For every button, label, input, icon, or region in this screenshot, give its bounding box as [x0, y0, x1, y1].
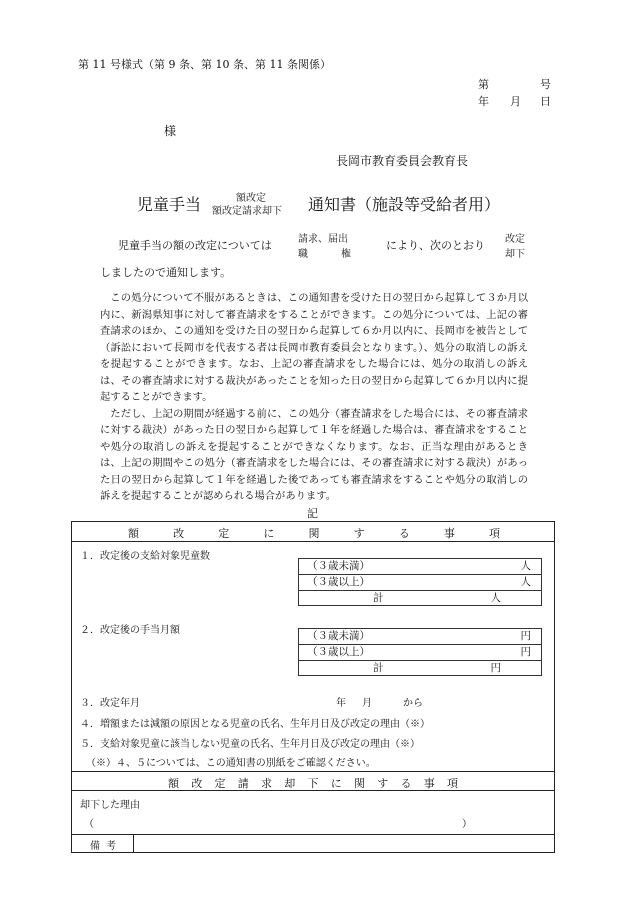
intro-tail: しましたので通知します。	[100, 266, 232, 279]
item3-label: ３．改定年月	[80, 698, 140, 709]
total-unit: 円	[490, 662, 501, 674]
row-label: （３歳以上）	[307, 576, 370, 588]
row-unit: 円	[520, 630, 531, 642]
row-unit: 人	[520, 560, 531, 572]
intro-result-bottom: 却下	[505, 249, 525, 260]
date-month: 月	[510, 95, 521, 108]
intro-lead: 児童手当の額の改定については	[118, 239, 272, 252]
table-row	[299, 629, 541, 645]
divider	[71, 541, 555, 542]
rejection-reason-label: 却下した理由	[80, 800, 140, 811]
paren-close: ）	[462, 819, 472, 830]
title-option-bottom: 額改定請求却下	[212, 206, 282, 217]
item3-month: 月	[362, 698, 372, 709]
intro-reason-bottom-right: 権	[341, 249, 351, 260]
row-label: （３歳以上）	[307, 646, 370, 658]
title-suffix: 通知書（施設等受給者用）	[308, 195, 501, 214]
intro-reason-top: 請求、届出	[298, 234, 348, 245]
intro-reason-bottom-left: 職	[298, 249, 308, 260]
table-row	[299, 661, 541, 677]
date-day: 日	[540, 95, 551, 108]
issuer: 長岡市教育委員会教育長	[336, 154, 469, 168]
row-label: （３歳未満）	[307, 560, 370, 572]
monthly-allowance-box	[298, 628, 542, 676]
title-option-top: 額改定	[236, 193, 266, 204]
form-number: 第 11 号様式（第 9 条、第 10 条、第 11 条関係）	[78, 58, 331, 71]
item3-from: から	[403, 698, 423, 709]
doc-number-suffix: 号	[540, 78, 551, 91]
ki-label: 記	[307, 507, 318, 520]
table-row	[299, 559, 541, 575]
table-row	[299, 591, 541, 607]
intro-middle: により、次のとおり	[386, 239, 485, 252]
child-count-box	[298, 558, 542, 606]
row-label: （３歳未満）	[307, 630, 370, 642]
appeal-paragraph: ただし、上記の期間が経過する前に、この処分（審査請求をした場合には、その審査請求に対する裁決）があった日の翌日から起算して１年を経過した場合は、審査請求をすることや処分の取消しの訴えを提起することができなくなります。なお、正当な理由があるときは、上記の期間やこの処分（審査請求をした場合には、その審査請求に対する裁決）があった日の翌日から起算して１年を経過した後であっても審査請求をすることや処分の取消しの訴えを提起することが認められる場合があります。	[100, 407, 528, 502]
note: （※）４、５については、この通知書の別紙をご確認ください。	[86, 758, 376, 769]
item2-label: ２．改定後の手当月額	[80, 625, 180, 636]
item4-label: ４．増額または減額の原因となる児童の氏名、生年月日及び改定の理由（※）	[80, 719, 430, 730]
appeal-notice	[100, 290, 528, 505]
total-label: 計	[373, 592, 384, 604]
item5-label: ５．支給対象児童に該当しない児童の氏名、生年月日及び改定の理由（※）	[80, 739, 420, 750]
divider	[71, 834, 555, 835]
rejection-section-header: 額 改 定 請 求 却 下 に 関 す る 事 項	[168, 777, 458, 790]
row-unit: 円	[520, 646, 531, 658]
remarks-label: 備考	[90, 841, 122, 852]
appeal-paragraph: この処分について不服があるときは、この通知書を受けた日の翌日から起算して３か月以内に、新潟県知事に対して審査請求をすることができます。この処分については、上記の審査請求のほか、この通知を受けた日の翌日から起算して６か月以内に、長岡市を被告として（訴訟において長岡市を代表する者は長岡市教育委員会となります。）、処分の取消しの訴えを提起することができます。なお、上記の審査請求をした場合には、処分の取消しの訴えは、その審査請求に対する裁決があったことを知った日の翌日から起算して６か月以内に提起することができます。	[100, 292, 528, 403]
paren-open: （	[84, 819, 94, 830]
table-row	[299, 645, 541, 661]
intro-result-top: 改定	[505, 234, 525, 245]
title-main: 児童手当	[137, 195, 202, 214]
divider	[71, 771, 555, 772]
date-year: 年	[478, 95, 489, 108]
recipient-suffix: 様	[164, 124, 177, 138]
table-row	[299, 575, 541, 591]
item3-year: 年	[336, 698, 346, 709]
revision-section-header: 額 改 定 に 関 す る 事 項	[128, 527, 500, 540]
total-label: 計	[373, 662, 384, 674]
item1-label: １．改定後の支給対象児童数	[80, 551, 210, 562]
total-unit: 人	[490, 592, 501, 604]
divider	[133, 834, 134, 853]
doc-number-label: 第	[478, 78, 489, 91]
row-unit: 人	[520, 576, 531, 588]
